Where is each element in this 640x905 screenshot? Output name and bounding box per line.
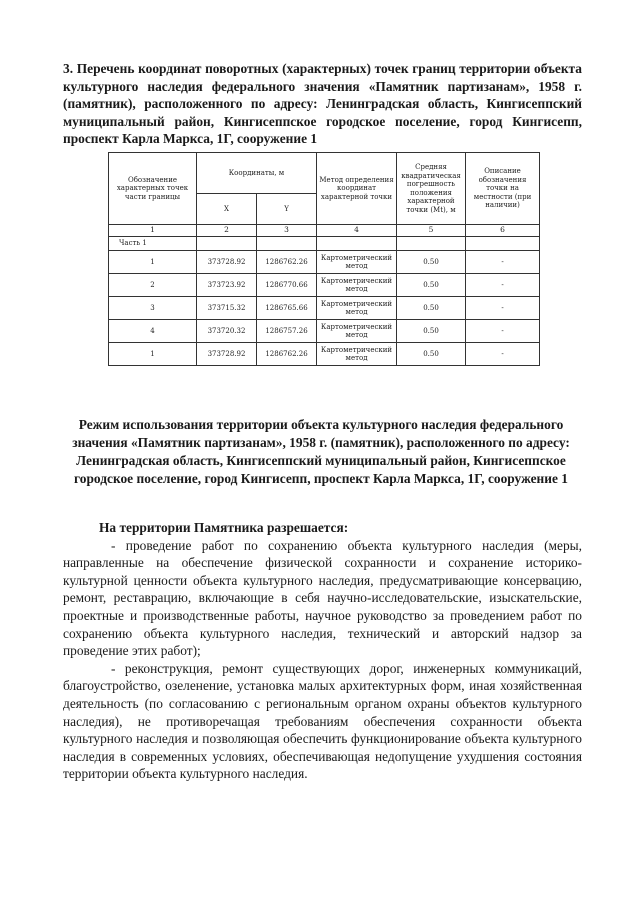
permitted-item: - реконструкция, ремонт существующих дорог, инженерных коммуникаций, благоустройство, озеленение, установка малых архитектурных форм, иная хозяйственная деятельность (по согласованию с региональным органом охраны объектов культурного наследия), не противоречащая требованиям обеспечения сохранности объекта культурного наследия и позволяющая обеспечить функционирование объекта культурного наследия в современных условиях, обеспечивающая недопущение ухудшения состояния территории объекта культурного наследия.	[63, 660, 582, 782]
cell-error: 0.50	[397, 251, 466, 274]
cell-method: Картометрический метод	[317, 297, 397, 320]
table-row	[109, 274, 540, 297]
column-number: 4	[317, 225, 397, 237]
cell-point: 2	[109, 274, 197, 297]
table-header-row	[109, 153, 540, 194]
cell-method: Картометрический метод	[317, 251, 397, 274]
cell-x: 373728.92	[197, 343, 257, 366]
column-number: 3	[257, 225, 317, 237]
cell-y: 1286765.66	[257, 297, 317, 320]
cell-y: 1286770.66	[257, 274, 317, 297]
cell-error: 0.50	[397, 297, 466, 320]
part-label: Часть 1	[109, 237, 197, 251]
header-x: X	[197, 194, 257, 225]
cell-y: 1286757.26	[257, 320, 317, 343]
cell-y: 1286762.26	[257, 343, 317, 366]
coordinates-table	[108, 152, 540, 366]
column-number-row	[109, 225, 540, 237]
cell-point: 4	[109, 320, 197, 343]
cell-x: 373715.32	[197, 297, 257, 320]
cell-x: 373728.92	[197, 251, 257, 274]
cell-method: Картометрический метод	[317, 274, 397, 297]
part-row	[109, 237, 540, 251]
cell-method: Картометрический метод	[317, 320, 397, 343]
cell-description: -	[466, 343, 540, 366]
regime-body	[63, 519, 582, 783]
cell-error: 0.50	[397, 274, 466, 297]
cell-description: -	[466, 251, 540, 274]
table-row	[109, 251, 540, 274]
cell-description: -	[466, 274, 540, 297]
header-y: Y	[257, 194, 317, 225]
section-title: 3. Перечень координат поворотных (характерных) точек границ территории объекта культурного наследия федерального значения «Памятник партизанам», 1958 г. (памятник), расположенного по адресу: Ленинградская область, Кингисеппский муниципальный район, Кингисеппское городское поселение, город Кингисепп, проспект Карла Маркса, 1Г, сооружение 1	[63, 61, 582, 146]
table-row	[109, 320, 540, 343]
header-error: Средняя квадратическая погрешность положения характерной точки (Mt), м	[397, 153, 466, 225]
column-number: 1	[109, 225, 197, 237]
cell-point: 3	[109, 297, 197, 320]
column-number: 2	[197, 225, 257, 237]
cell-y: 1286762.26	[257, 251, 317, 274]
cell-description: -	[466, 320, 540, 343]
header-point-designation: Обозначение характерных точек части границы	[109, 153, 197, 225]
cell-error: 0.50	[397, 320, 466, 343]
cell-point: 1	[109, 251, 197, 274]
regime-title: Режим использования территории объекта культурного наследия федерального значения «Памятник партизанам», 1958 г. (памятник), расположенного по адресу: Ленинградская область, Кингисеппский муниципальный район, Кингисеппское городское поселение, город Кингисепп, проспект Карла Маркса, 1Г, сооружение 1	[72, 417, 570, 486]
cell-x: 373720.32	[197, 320, 257, 343]
cell-method: Картометрический метод	[317, 343, 397, 366]
cell-point: 1	[109, 343, 197, 366]
column-number: 6	[466, 225, 540, 237]
header-description: Описание обозначения точки на местности (при наличии)	[466, 153, 540, 225]
header-method: Метод определения координат характерной точки	[317, 153, 397, 225]
column-number: 5	[397, 225, 466, 237]
table-row	[109, 343, 540, 366]
permitted-item: - проведение работ по сохранению объекта культурного наследия (меры, направленные на обеспечение физической сохранности и сохранение историко-культурной ценности объекта культурного наследия, предусматривающие консервацию, ремонт, реставрацию, включающие в себя научно-исследовательские, изыскательские, проектные и производственные работы, научное руководство за проведением работ по сохранению объекта культурного наследия, технический и авторский надзор за проведение этих работ);	[63, 537, 582, 659]
table-row	[109, 297, 540, 320]
cell-description: -	[466, 297, 540, 320]
cell-error: 0.50	[397, 343, 466, 366]
permitted-heading: На территории Памятника разрешается:	[99, 520, 349, 535]
cell-x: 373723.92	[197, 274, 257, 297]
header-coordinates: Координаты, м	[197, 153, 317, 194]
